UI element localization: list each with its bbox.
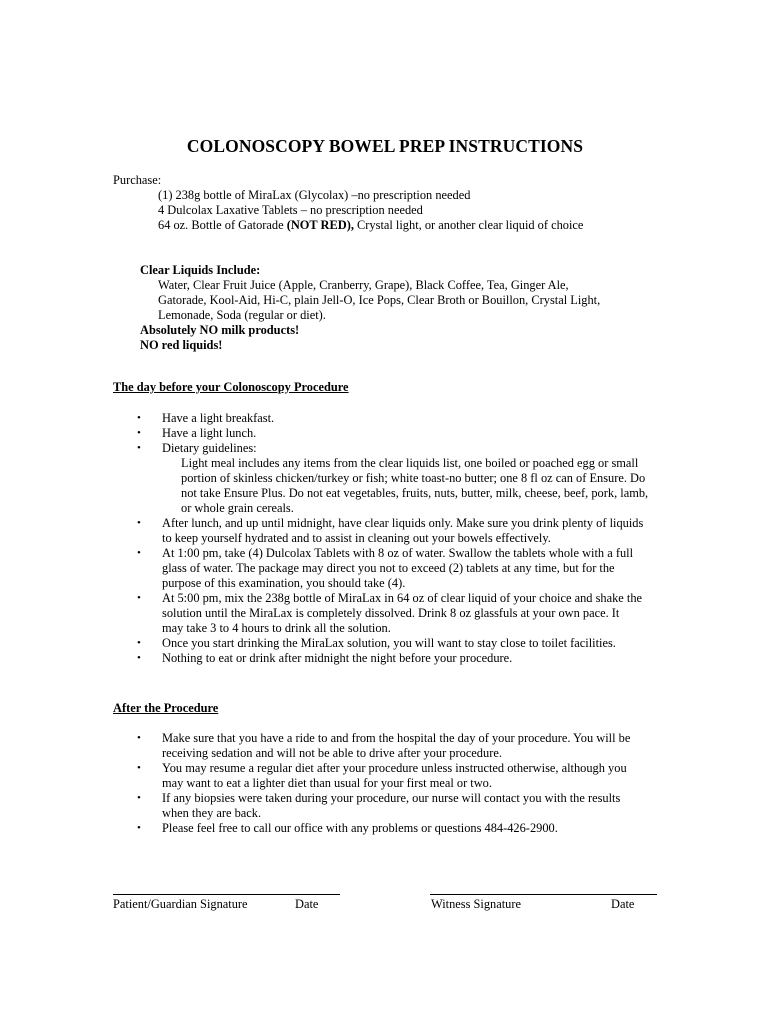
after-procedure-heading: After the Procedure bbox=[113, 701, 219, 715]
list-item-line: You may resume a regular diet after your procedure unless instructed otherwise, although you bbox=[162, 761, 627, 775]
purchase-label: Purchase: bbox=[113, 173, 162, 187]
no-milk-warning: Absolutely NO milk products! bbox=[140, 323, 300, 337]
patient-signature-label: Patient/Guardian Signature bbox=[113, 897, 248, 911]
sub-item-line: not take Ensure Plus. Do not eat vegetables, fruits, nuts, butter, milk, cheese, beef, pork, lamb, bbox=[181, 486, 649, 500]
list-item bbox=[0, 651, 648, 666]
gatorade-text: 64 oz. Bottle of Gatorade bbox=[158, 218, 287, 232]
list-item bbox=[0, 791, 630, 821]
purchase-item-dulcolax: 4 Dulcolax Laxative Tablets – no prescription needed bbox=[158, 203, 423, 217]
list-item-line: purpose of this examination, you should take (4). bbox=[162, 576, 406, 590]
list-item-line: Make sure that you have a ride to and from the hospital the day of your procedure. You will be bbox=[162, 731, 631, 745]
bullet-icon: • bbox=[137, 762, 141, 774]
sub-item-line: portion of skinless chicken/turkey or fish; white toast-no butter; one 8 fl oz can of Ensure. Do bbox=[181, 471, 646, 485]
bullet-icon: • bbox=[137, 517, 141, 529]
day-before-list bbox=[0, 411, 648, 666]
clear-liquids-list bbox=[158, 278, 600, 323]
bullet-icon: • bbox=[137, 637, 141, 649]
witness-signature-line[interactable] bbox=[430, 894, 657, 895]
list-item-line: may take 3 to 4 hours to drink all the solution. bbox=[162, 621, 391, 635]
list-item-line: to keep yourself hydrated and to assist in cleaning out your bowels effectively. bbox=[162, 531, 551, 545]
list-item bbox=[0, 516, 648, 546]
clear-liquids-warnings bbox=[140, 323, 299, 353]
list-item-line: After lunch, and up until midnight, have clear liquids only. Make sure you drink plenty of liquids bbox=[162, 516, 644, 530]
purchase-list bbox=[158, 188, 583, 233]
list-item bbox=[0, 731, 630, 761]
day-before-heading: The day before your Colonoscopy Procedure bbox=[113, 380, 349, 394]
list-item-line: glass of water. The package may direct you not to exceed (2) tablets at any time, but for the bbox=[162, 561, 615, 575]
list-item-line: At 1:00 pm, take (4) Dulcolax Tablets with 8 oz of water. Swallow the tablets whole with a full bbox=[162, 546, 634, 560]
list-item bbox=[0, 411, 648, 426]
list-item-line: Have a light breakfast. bbox=[162, 411, 275, 425]
sub-item-line: Light meal includes any items from the clear liquids list, one boiled or poached egg or small bbox=[181, 456, 639, 470]
list-item bbox=[0, 636, 648, 651]
list-item bbox=[0, 426, 648, 441]
list-item bbox=[0, 441, 648, 516]
list-item-line: Nothing to eat or drink after midnight the night before your procedure. bbox=[162, 651, 513, 665]
no-red-warning: NO red liquids! bbox=[140, 338, 223, 352]
list-item-line: receiving sedation and will not be able to drive after your procedure. bbox=[162, 746, 502, 760]
sub-item-line: or whole grain cereals. bbox=[181, 501, 294, 515]
not-red-warning: (NOT RED), bbox=[286, 218, 354, 232]
bullet-icon: • bbox=[137, 652, 141, 664]
list-item bbox=[0, 761, 630, 791]
list-item-line: At 5:00 pm, mix the 238g bottle of MiraLax in 64 oz of clear liquid of your choice and shake the bbox=[162, 591, 643, 605]
clear-liquids-line: Lemonade, Soda (regular or diet). bbox=[158, 308, 326, 322]
list-item bbox=[0, 546, 648, 591]
list-item-line: Please feel free to call our office with any problems or questions 484-426-2900. bbox=[162, 821, 558, 835]
clear-liquids-heading: Clear Liquids Include: bbox=[140, 263, 261, 277]
patient-signature-line[interactable] bbox=[113, 894, 340, 895]
bullet-icon: • bbox=[137, 442, 141, 454]
list-item-line: Once you start drinking the MiraLax solution, you will want to stay close to toilet facilities. bbox=[162, 636, 616, 650]
bullet-icon: • bbox=[137, 412, 141, 424]
list-item-line: If any biopsies were taken during your procedure, our nurse will contact you with the results bbox=[162, 791, 621, 805]
gatorade-alternatives: Crystal light, or another clear liquid of choice bbox=[353, 218, 584, 232]
page-title: COLONOSCOPY BOWEL PREP INSTRUCTIONS bbox=[186, 136, 584, 156]
bullet-icon: • bbox=[137, 547, 141, 559]
purchase-item-miralax: (1) 238g bottle of MiraLax (Glycolax) –no prescription needed bbox=[158, 188, 471, 202]
list-item-line: may want to eat a lighter diet than usual for your first meal or two. bbox=[162, 776, 492, 790]
bullet-icon: • bbox=[137, 792, 141, 804]
bullet-icon: • bbox=[137, 822, 141, 834]
clear-liquids-line: Gatorade, Kool-Aid, Hi-C, plain Jell-O, Ice Pops, Clear Broth or Bouillon, Crystal Light, bbox=[158, 293, 601, 307]
witness-date-label: Date bbox=[611, 897, 635, 911]
clear-liquids-line: Water, Clear Fruit Juice (Apple, Cranberry, Grape), Black Coffee, Tea, Ginger Ale, bbox=[158, 278, 569, 292]
list-item bbox=[0, 591, 648, 636]
patient-date-label: Date bbox=[295, 897, 319, 911]
list-item-line: when they are back. bbox=[162, 806, 262, 820]
purchase-item-gatorade bbox=[158, 218, 583, 233]
bullet-icon: • bbox=[137, 427, 141, 439]
list-item-line: Dietary guidelines: bbox=[162, 441, 257, 455]
witness-signature-label: Witness Signature bbox=[431, 897, 522, 911]
after-procedure-list bbox=[0, 731, 630, 836]
bullet-icon: • bbox=[137, 732, 141, 744]
list-item-line: Have a light lunch. bbox=[162, 426, 257, 440]
list-item-line: solution until the MiraLax is completely dissolved. Drink 8 oz glassfuls at your own pace. It bbox=[162, 606, 620, 620]
bullet-icon: • bbox=[137, 592, 141, 604]
list-item bbox=[0, 821, 630, 836]
